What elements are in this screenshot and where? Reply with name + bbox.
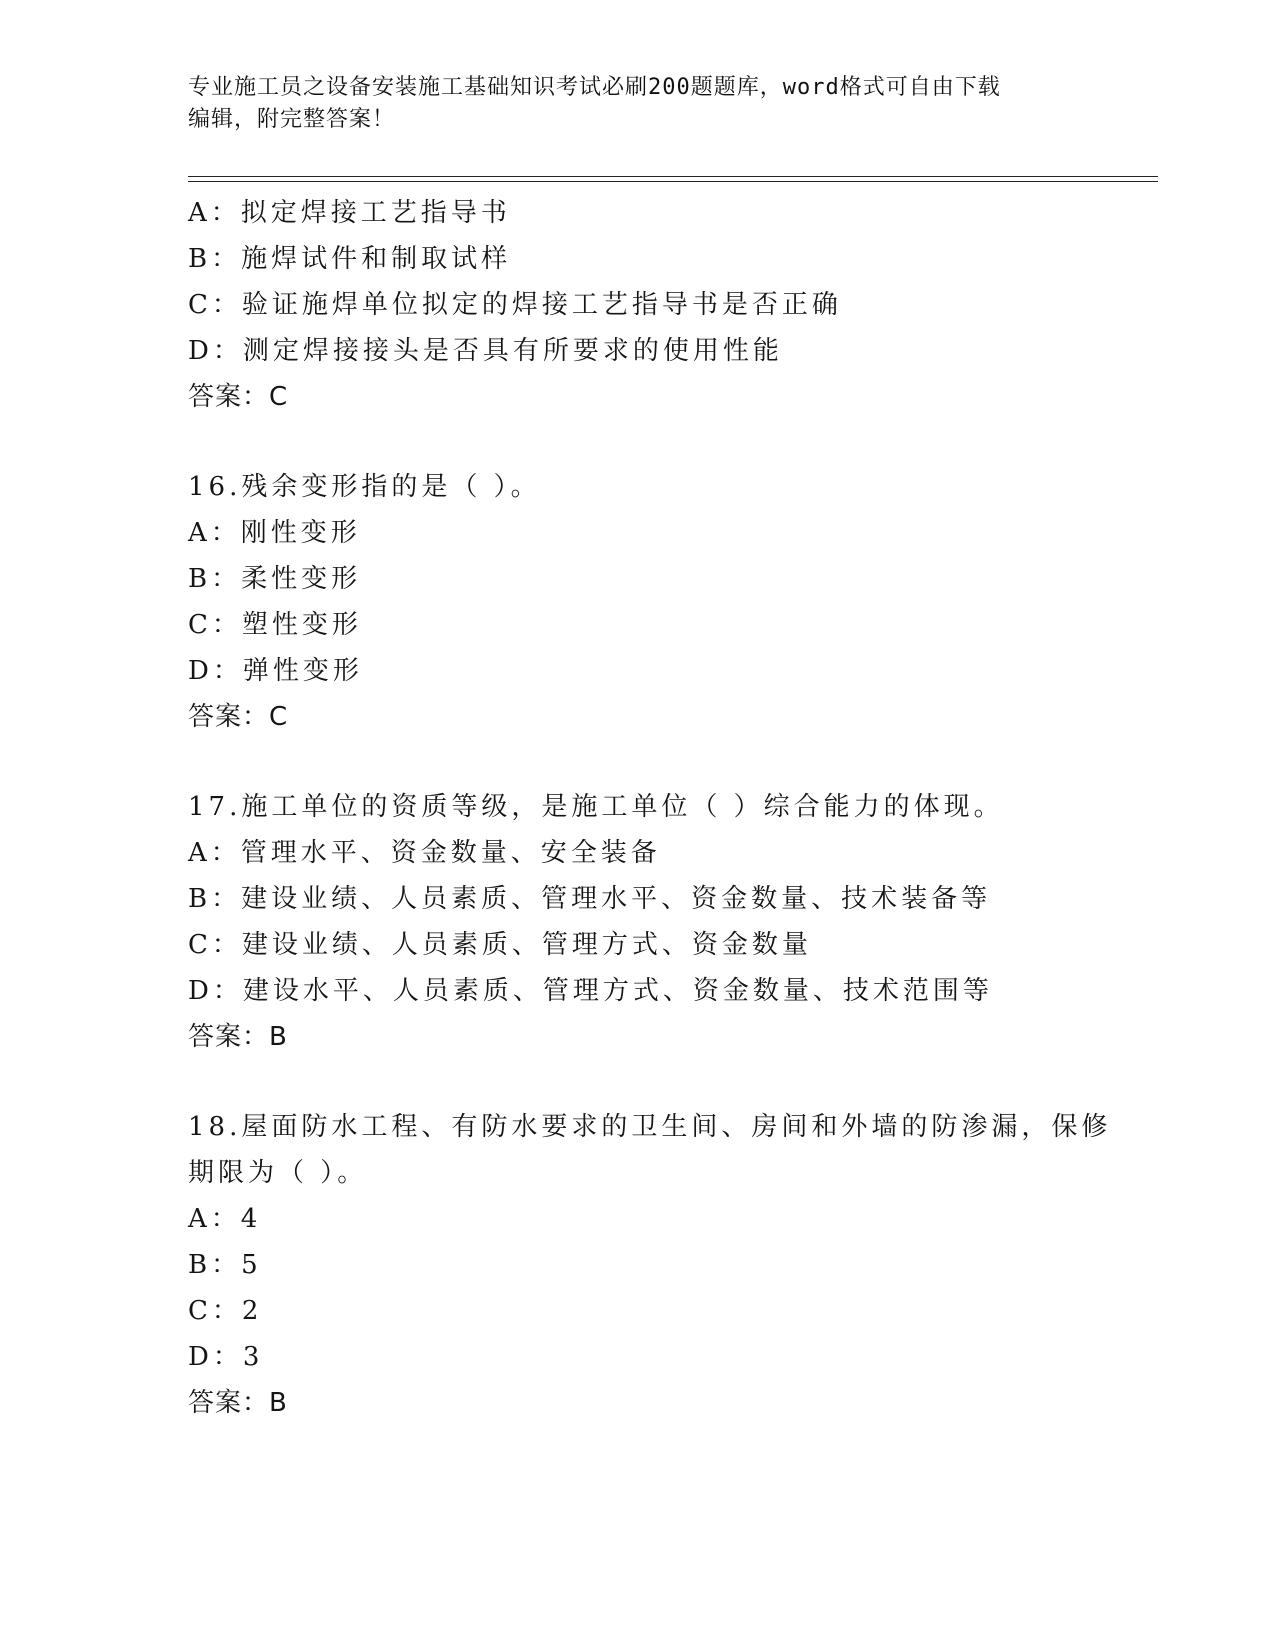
question-block-15 [188, 190, 1168, 420]
header-rule-bottom [188, 181, 1158, 182]
option-d: D：建设水平、人员素质、管理方式、资金数量、技术范围等 [188, 976, 993, 1006]
answer: 答案：B [188, 1022, 288, 1052]
option-d: D：3 [188, 1342, 264, 1372]
option-b: B：施焊试件和制取试样 [188, 244, 512, 274]
option-a: A：拟定焊接工艺指导书 [188, 198, 511, 228]
question-stem: 16.残余变形指的是（ ）。 [188, 472, 541, 502]
option-a: A：4 [188, 1204, 262, 1234]
option-c: C：塑性变形 [188, 610, 362, 640]
option-d: D：弹性变形 [188, 656, 363, 686]
header-line-2: 编辑，附完整答案！ [188, 107, 396, 132]
option-a: A：刚性变形 [188, 518, 361, 548]
option-c: C：建设业绩、人员素质、管理方式、资金数量 [188, 930, 812, 960]
question-stem-line-2: 期限为（ ）。 [188, 1158, 368, 1188]
option-d: D：测定焊接接头是否具有所要求的使用性能 [188, 336, 783, 366]
question-content [188, 190, 1168, 1426]
answer: 答案：C [188, 702, 289, 732]
option-b: B：建设业绩、人员素质、管理水平、资金数量、技术装备等 [188, 884, 992, 914]
answer: 答案：C [188, 382, 289, 412]
option-a: A：管理水平、资金数量、安全装备 [188, 838, 661, 868]
option-b: B：柔性变形 [188, 564, 362, 594]
document-header [188, 72, 1068, 136]
question-stem [188, 1104, 1168, 1196]
option-b: B：5 [188, 1250, 262, 1280]
answer: 答案：B [188, 1388, 288, 1418]
question-block-16 [188, 464, 1168, 740]
question-block-17 [188, 784, 1168, 1060]
question-stem: 17.施工单位的资质等级，是施工单位（ ）综合能力的体现。 [188, 792, 1004, 822]
question-stem-line-1: 18.屋面防水工程、有防水要求的卫生间、房间和外墙的防渗漏，保修 [188, 1112, 1112, 1142]
question-block-18 [188, 1104, 1168, 1426]
header-rule-top [188, 176, 1158, 177]
header-line-1: 专业施工员之设备安装施工基础知识考试必刷200题题库，word格式可自由下载 [188, 75, 1001, 100]
option-c: C：验证施焊单位拟定的焊接工艺指导书是否正确 [188, 290, 842, 320]
option-c: C：2 [188, 1296, 263, 1326]
